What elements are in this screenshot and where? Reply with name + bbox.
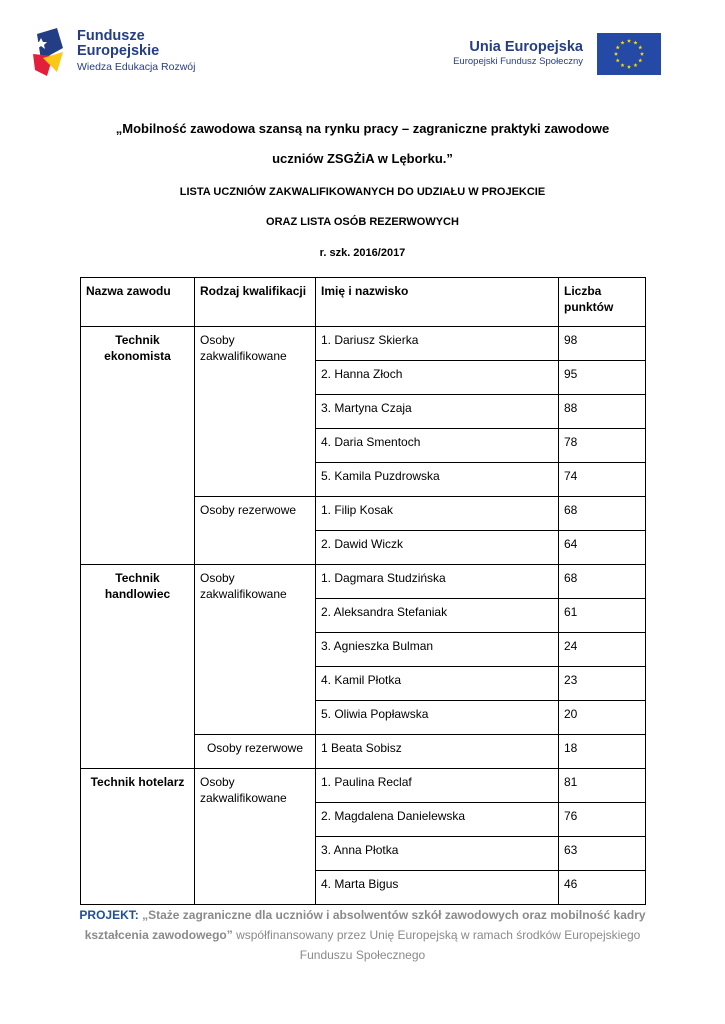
student-name: 1. Dagmara Studzińska — [316, 565, 559, 599]
student-points: 18 — [559, 735, 646, 769]
qualification-cell: Osoby zakwalifikowane — [195, 565, 316, 735]
profession-cell: Technik hotelarz — [81, 769, 195, 905]
student-points: 74 — [559, 463, 646, 497]
student-name: 2. Hanna Złoch — [316, 361, 559, 395]
unia-europejska-logo — [445, 33, 661, 75]
student-name: 4. Kamil Płotka — [316, 667, 559, 701]
student-points: 20 — [559, 701, 646, 735]
student-points: 81 — [559, 769, 646, 803]
fe-logo-line3: Wiedza Edukacja Rozwój — [77, 61, 196, 73]
student-name: 1. Paulina Reclaf — [316, 769, 559, 803]
table-row — [81, 565, 646, 599]
qualified-students-table — [80, 277, 646, 905]
ue-logo-line1: Unia Europejska — [469, 39, 583, 55]
student-points: 23 — [559, 667, 646, 701]
project-title-line2: uczniów ZSGŻiA w Lęborku.” — [272, 151, 453, 166]
eu-flag-icon — [597, 33, 661, 75]
table-header-row — [81, 278, 646, 327]
ue-logo-text — [453, 39, 583, 68]
student-name: 2. Aleksandra Stefaniak — [316, 599, 559, 633]
fundusze-europejskie-logo — [33, 26, 223, 82]
student-points: 76 — [559, 803, 646, 837]
header-name: Imię i nazwisko — [316, 278, 559, 327]
student-points: 68 — [559, 497, 646, 531]
school-year: r. szk. 2016/2017 — [319, 247, 406, 259]
student-name: 5. Oliwia Popławska — [316, 701, 559, 735]
fe-logo-line1: Fundusze — [77, 28, 145, 44]
student-points: 61 — [559, 599, 646, 633]
student-name: 2. Magdalena Danielewska — [316, 803, 559, 837]
footer-label: PROJEKT: — [79, 908, 139, 922]
project-title-line1: „Mobilność zawodowa szansą na rynku pracy – zagraniczne praktyki zawodowe — [115, 121, 610, 136]
student-name: 4. Marta Bigus — [316, 871, 559, 905]
student-name: 1. Filip Kosak — [316, 497, 559, 531]
header-profession: Nazwa zawodu — [81, 278, 195, 327]
qualification-cell: Osoby zakwalifikowane — [195, 327, 316, 497]
table-row — [81, 769, 646, 803]
student-points: 64 — [559, 531, 646, 565]
footer-project-name: „Staże zagraniczne dla uczniów i absolwentów szkół zawodowych oraz mobilność kadry kształcenia zawodowego” — [84, 908, 646, 942]
student-points: 46 — [559, 871, 646, 905]
student-points: 88 — [559, 395, 646, 429]
student-points: 95 — [559, 361, 646, 395]
student-name: 3. Agnieszka Bulman — [316, 633, 559, 667]
student-points: 68 — [559, 565, 646, 599]
fe-logo-text — [77, 29, 195, 75]
student-name: 1. Dariusz Skierka — [316, 327, 559, 361]
student-points: 63 — [559, 837, 646, 871]
qualification-cell: Osoby zakwalifikowane — [195, 769, 316, 905]
project-footer — [60, 905, 665, 965]
list-title-line1: LISTA UCZNIÓW ZAKWALIFIKOWANYCH DO UDZIAŁU W PROJEKCIE — [179, 186, 546, 198]
student-name: 5. Kamila Puzdrowska — [316, 463, 559, 497]
profession-cell: Technik handlowiec — [81, 565, 195, 769]
student-name: 3. Anna Płotka — [316, 837, 559, 871]
student-name: 2. Dawid Wiczk — [316, 531, 559, 565]
header-qualification: Rodzaj kwalifikacji — [195, 278, 316, 327]
footer-funding-text: współfinansowany przez Unię Europejską w ramach środków Europejskiego Funduszu Społecznego — [236, 928, 641, 962]
fe-logo-icon — [33, 26, 69, 80]
fe-logo-line2: Europejskie — [77, 43, 160, 59]
student-points: 98 — [559, 327, 646, 361]
profession-cell: Technik ekonomista — [81, 327, 195, 565]
student-name: 4. Daria Smentoch — [316, 429, 559, 463]
student-points: 24 — [559, 633, 646, 667]
list-title-line2: ORAZ LISTA OSÓB REZERWOWYCH — [266, 216, 459, 228]
qualification-cell: Osoby rezerwowe — [195, 497, 316, 565]
header-points: Liczba punktów — [559, 278, 646, 327]
qualification-cell: Osoby rezerwowe — [195, 735, 316, 769]
student-points: 78 — [559, 429, 646, 463]
table-row — [81, 327, 646, 361]
student-name: 3. Martyna Czaja — [316, 395, 559, 429]
student-name: 1 Beata Sobisz — [316, 735, 559, 769]
ue-logo-line2: Europejski Fundusz Społeczny — [453, 56, 583, 67]
